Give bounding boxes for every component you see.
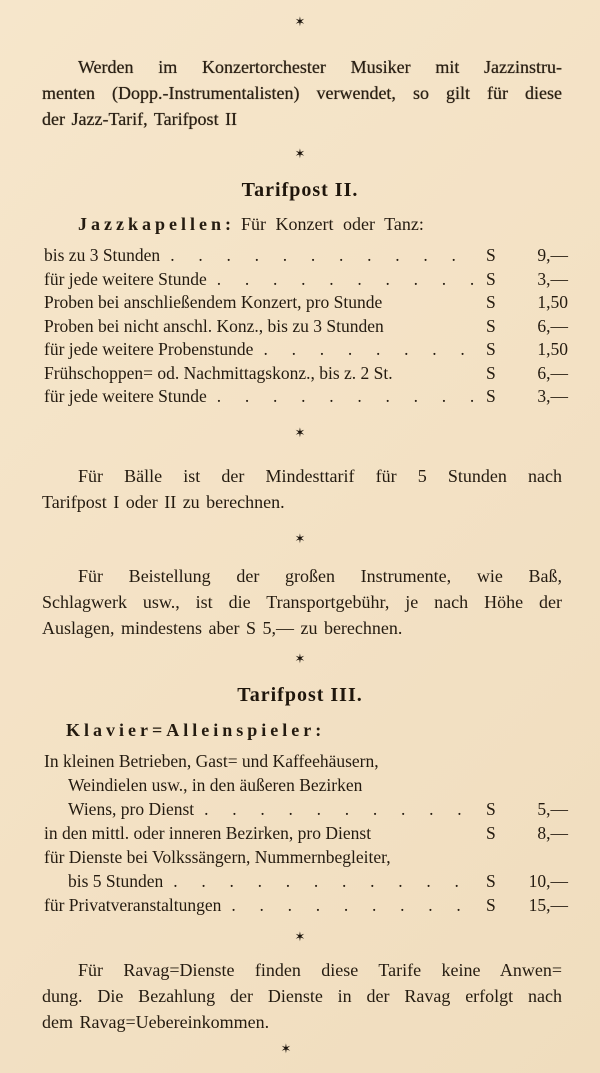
tariff-row-label: Proben bei anschließendem Konzert, pro Stunde	[44, 292, 383, 312]
subtitle-lead: Klavier=Alleinspieler:	[66, 719, 326, 740]
tariff-row-label: für Privatveranstaltungen	[44, 894, 222, 915]
section-star	[0, 651, 600, 667]
tariff-amount: 3,—	[537, 268, 568, 289]
star-icon: ✶	[294, 530, 306, 546]
dot-leader	[231, 893, 478, 917]
paragraph-line: Werden im Konzertorchester Musiker mit Jazzinstru-	[78, 57, 562, 77]
tarifpost-3-title: Tarifpost III.	[237, 683, 363, 706]
tariff-row	[44, 869, 568, 893]
paragraph-line: der Jazz-Tarif, Tarifpost II	[42, 109, 238, 129]
tariff-row-label: Proben bei nicht anschl. Konz., bis zu 3 Stunden	[44, 315, 384, 336]
dot-leader	[217, 268, 478, 292]
ravag-paragraph	[42, 957, 562, 1035]
currency-symbol: S	[486, 362, 496, 383]
dot-leader	[263, 338, 478, 362]
section-star	[0, 929, 600, 945]
dot-leader	[204, 797, 478, 821]
currency-symbol: S	[486, 822, 496, 843]
tariff-row	[44, 797, 568, 821]
section-star	[0, 425, 600, 441]
paragraph-line: Tarifpost I oder II zu berechnen.	[42, 491, 285, 512]
currency-symbol: S	[486, 268, 496, 289]
currency-symbol: S	[486, 339, 496, 359]
star-icon: ✶	[280, 1040, 292, 1056]
subtitle-lead: Jazzkapellen:	[78, 214, 235, 234]
tariff-row-label: bis zu 3 Stunden	[44, 245, 161, 265]
tariff-amount: 15,—	[528, 894, 568, 915]
star-icon: ✶	[294, 146, 306, 161]
currency-symbol: S	[486, 292, 496, 312]
tariff-row-label: in den mittl. oder inneren Bezirken, pro Dienst	[44, 822, 372, 843]
tariff-row	[44, 821, 568, 845]
tariff-amount: 9,—	[537, 245, 568, 265]
tariff-row	[44, 385, 568, 409]
section-star	[0, 1041, 600, 1057]
tariff-row	[44, 315, 568, 339]
currency-symbol: S	[486, 870, 496, 891]
tarifpost-2-table	[44, 244, 568, 409]
tariff-row-label: In kleinen Betrieben, Gast= und Kaffeehäusern,	[44, 750, 379, 771]
tariff-amount: 1,50	[537, 339, 568, 359]
subtitle-rest: Für Konzert oder Tanz:	[241, 214, 424, 234]
tariff-row	[44, 749, 568, 773]
currency-symbol: S	[486, 894, 496, 915]
dot-leader	[170, 244, 478, 268]
paragraph-line: Für Ravag=Dienste finden diese Tarife keine Anwen=	[78, 959, 562, 980]
paragraph-line: Für Bälle ist der Mindesttarif für 5 Stunden nach	[78, 465, 562, 486]
tariff-row-label: Weindielen usw., in den äußeren Bezirken	[68, 774, 363, 795]
tariff-amount: 6,—	[537, 315, 568, 336]
star-icon: ✶	[294, 424, 306, 440]
tarifpost-2-title: Tarifpost II.	[241, 179, 359, 201]
paragraph-line: dem Ravag=Uebereinkommen.	[42, 1011, 270, 1032]
tariff-row	[44, 773, 568, 797]
tariff-row	[44, 845, 568, 869]
tariff-row-label: für jede weitere Stunde	[44, 268, 207, 289]
tariff-amount: 8,—	[537, 822, 568, 843]
beistellung-paragraph	[42, 563, 562, 641]
tariff-row-label: für jede weitere Stunde	[44, 386, 207, 406]
paragraph-line: Für Beistellung der großen Instrumente, wie Baß,	[78, 565, 562, 586]
tariff-row	[44, 338, 568, 362]
tariff-row-label: bis 5 Stunden	[68, 870, 164, 891]
currency-symbol: S	[486, 386, 496, 406]
baelle-paragraph	[42, 463, 562, 515]
tariff-row	[44, 893, 568, 917]
paragraph-line: menten (Dopp.-Instrumentalisten) verwendet, so gilt für diese	[42, 83, 562, 103]
tariff-amount: 3,—	[537, 386, 568, 406]
star-icon: ✶	[294, 928, 306, 944]
tariff-amount: 6,—	[537, 362, 568, 383]
paragraph-line: Schlagwerk usw., ist die Transportgebühr, je nach Höhe der	[42, 591, 562, 612]
currency-symbol: S	[486, 315, 496, 336]
paragraph-line: Auslagen, mindestens aber S 5,— zu berechnen.	[42, 617, 403, 638]
tariff-row-label: Wiens, pro Dienst	[68, 798, 195, 819]
tarifpost-2-subtitle	[78, 212, 600, 236]
star-icon: ✶	[294, 650, 306, 666]
tarifpost-3-table	[44, 749, 568, 917]
dot-leader	[173, 869, 478, 893]
tariff-row-label: für jede weitere Probenstunde	[44, 339, 254, 359]
tarifpost-3-subtitle	[66, 717, 600, 743]
section-star	[0, 531, 600, 547]
tariff-row	[44, 244, 568, 268]
intro-paragraph	[42, 54, 562, 132]
tariff-amount: 1,50	[537, 292, 568, 312]
currency-symbol: S	[486, 245, 496, 265]
tariff-amount: 10,—	[528, 870, 568, 891]
paragraph-line: dung. Die Bezahlung der Dienste in der Ravag erfolgt nach	[42, 985, 562, 1006]
tariff-row-label: für Dienste bei Volkssängern, Nummernbegleiter,	[44, 846, 391, 867]
section-star	[0, 146, 600, 162]
currency-symbol: S	[486, 798, 496, 819]
tariff-row	[44, 268, 568, 292]
star-icon: ✶	[294, 14, 306, 29]
section-star	[0, 0, 600, 30]
tariff-amount: 5,—	[537, 798, 568, 819]
tariff-row	[44, 362, 568, 386]
tariff-row-label: Frühschoppen= od. Nachmittagskonz., bis z. 2 St.	[44, 362, 393, 383]
tariff-row	[44, 291, 568, 315]
dot-leader	[217, 385, 478, 409]
